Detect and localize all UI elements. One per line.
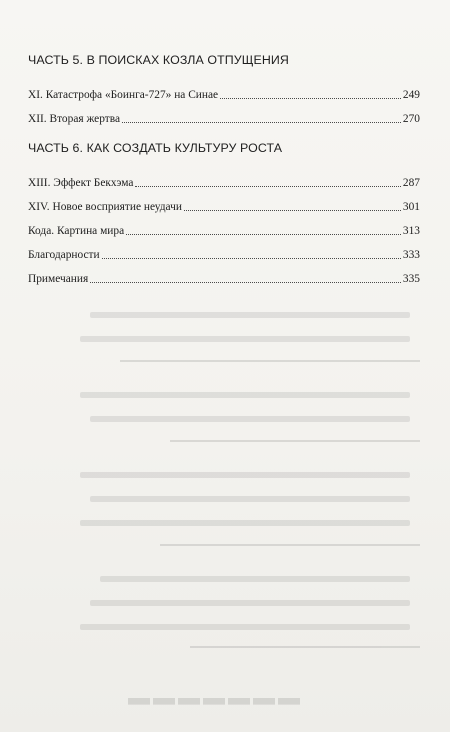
toc-entry-acknowledgements	[28, 238, 420, 262]
ghost-line	[90, 416, 410, 422]
dot-leader	[126, 233, 401, 235]
toc-entry-label: Благодарности	[28, 249, 100, 261]
dot-leader	[220, 97, 401, 99]
toc-entry	[28, 166, 420, 190]
dot-leader	[184, 209, 401, 211]
dot-leader	[135, 185, 400, 187]
ghost-line	[90, 496, 410, 502]
toc-entry-notes	[28, 262, 420, 286]
toc-entry-page: 313	[402, 225, 420, 237]
ghost-line	[90, 312, 410, 318]
toc-entry-label: Примечания	[28, 273, 89, 285]
toc-entry-label: XI. Катастрофа «Боинга-727» на Синае	[28, 89, 219, 101]
toc-entry	[28, 102, 420, 126]
dot-leader	[102, 257, 401, 259]
toc-entry-page: 301	[402, 201, 420, 213]
ghost-heading-line	[120, 360, 420, 362]
toc-entry-label: XIV. Новое восприятие неудачи	[28, 201, 182, 213]
ghost-line	[80, 336, 410, 342]
ghost-heading-line	[190, 646, 420, 648]
ghost-heading-line	[160, 544, 420, 546]
toc-entry	[28, 78, 420, 102]
toc-entry-label: Кода. Картина мира	[28, 225, 125, 237]
toc-entry-page: 270	[402, 113, 420, 125]
ghost-line	[90, 600, 410, 606]
table-of-contents	[28, 52, 420, 286]
toc-entry-label: XIII. Эффект Бекхэма	[28, 177, 134, 189]
ghost-title-shape: ▬▬▬▬▬▬▬	[125, 693, 300, 718]
part-heading: ЧАСТЬ 5. В ПОИСКАХ КОЗЛА ОТПУЩЕНИЯ	[28, 53, 289, 67]
toc-entry-page: 287	[402, 177, 420, 189]
ghost-heading-line	[170, 440, 420, 442]
ghost-line	[80, 520, 410, 526]
toc-entry	[28, 190, 420, 214]
toc-entry-coda	[28, 214, 420, 238]
dot-leader	[122, 121, 401, 123]
ghost-line	[80, 392, 410, 398]
toc-entry-page: 249	[402, 89, 420, 101]
ghost-line	[80, 472, 410, 478]
toc-entry-label: XII. Вторая жертва	[28, 113, 121, 125]
toc-entry-page: 335	[402, 273, 420, 285]
part-heading: ЧАСТЬ 6. КАК СОЗДАТЬ КУЛЬТУРУ РОСТА	[28, 141, 283, 155]
dot-leader	[90, 281, 401, 283]
ghost-line	[80, 624, 410, 630]
toc-entry-page: 333	[402, 249, 420, 261]
ghost-line	[100, 576, 410, 582]
